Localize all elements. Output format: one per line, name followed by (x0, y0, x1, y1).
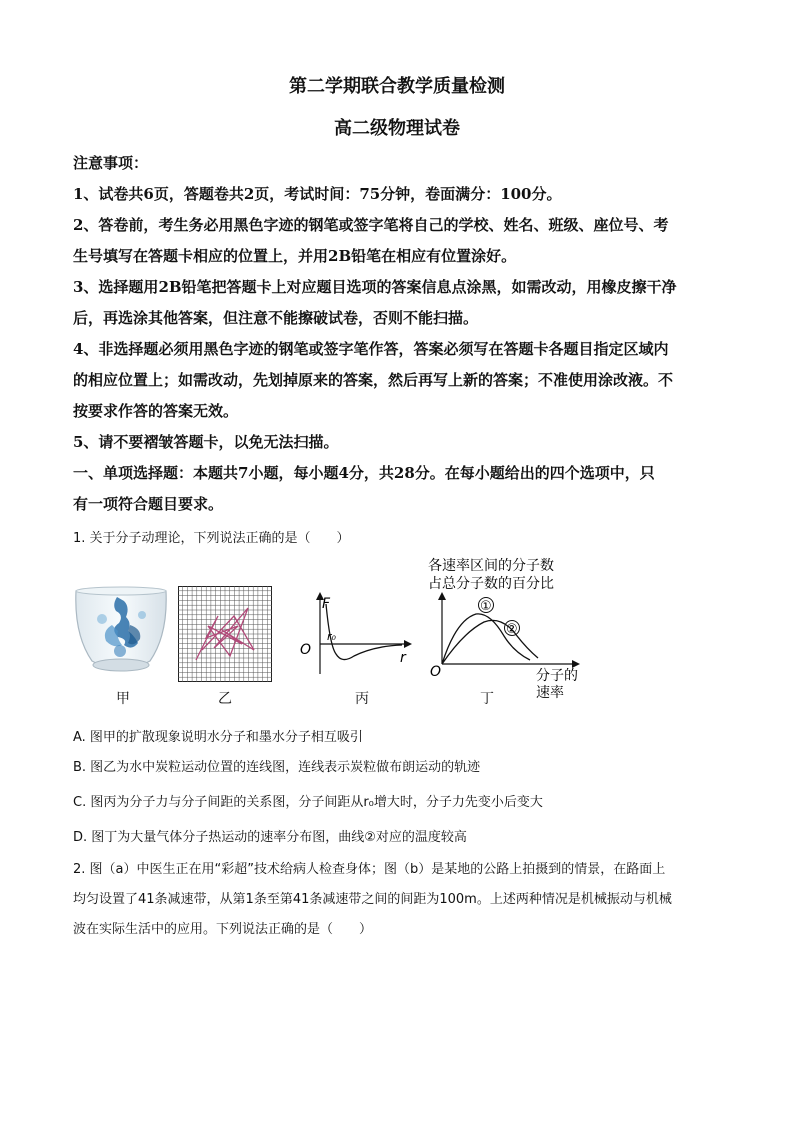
exam-subtitle: 高二级物理试卷 (334, 118, 460, 139)
note-line: 1、试卷共6页，答题卷共2页，考试时间：75分钟，卷面满分：100分。 (73, 185, 562, 203)
note-line: 2、答卷前，考生务必用黑色字迹的钢笔或签字笔将自己的学校、姓名、班级、座位号、考 (73, 216, 669, 234)
x-axis-label-line2: 速率 (536, 685, 564, 701)
note-line: 生号填写在答题卡相应的位置上，并用2B铅笔在相应有位置涂好。 (73, 247, 517, 265)
note-line: 4、非选择题必须用黑色字迹的钢笔或签字笔作答，答案必须写在答题卡各题目指定区域内 (73, 340, 669, 358)
curve-2-label: ② (506, 622, 518, 637)
force-axis-label: F (322, 596, 331, 612)
x-axis-label-line1: 分子的 (536, 668, 578, 684)
figure-label-yi: 乙 (218, 691, 232, 707)
molecular-force-graph (296, 590, 416, 680)
question-1-stem: 1. 关于分子动理论，下列说法正确的是（ ） (73, 531, 350, 546)
question-2-line: 波在实际生活中的应用。下列说法正确的是（ ） (73, 922, 373, 937)
notes-heading: 注意事项： (73, 154, 149, 172)
brownian-motion-grid-figure (178, 586, 272, 682)
speed-distribution-graph (420, 556, 590, 702)
question-2-line: 均匀设置了41条减速带，从第1条至第41条减速带之间的间距为100m。上述两种情况是机械振动与机械 (73, 892, 672, 907)
exam-title: 第二学期联合教学质量检测 (289, 76, 505, 97)
y-axis-label-line1: 各速率区间的分子数 (428, 558, 554, 574)
origin-label: O (430, 664, 442, 680)
section-heading: 有一项符合题目要求。 (73, 495, 224, 513)
note-line: 按要求作答的答案无效。 (73, 402, 239, 420)
note-line: 的相应位置上；如需改动，先划掉原来的答案，然后再写上新的答案；不准使用涂改液。不 (73, 371, 674, 389)
y-axis-label-line2: 占总分子数的百分比 (428, 576, 554, 592)
note-line: 5、请不要褶皱答题卡，以免无法扫描。 (73, 433, 339, 451)
option-d: D. 图丁为大量气体分子热运动的速率分布图，曲线②对应的温度较高 (73, 830, 467, 845)
figure-label-jia: 甲 (116, 691, 130, 707)
r0-label: r₀ (327, 630, 336, 643)
distance-axis-label: r (400, 650, 406, 666)
option-c: C. 图丙为分子力与分子间距的关系图，分子间距从r₀增大时，分子力先变小后变大 (73, 795, 543, 810)
origin-label: O (300, 642, 312, 658)
section-heading: 一、单项选择题：本题共7小题，每小题4分，共28分。在每小题给出的四个选项中，只 (73, 464, 655, 482)
note-line: 后，再选涂其他答案，但注意不能擦破试卷，否则不能扫描。 (73, 309, 479, 327)
figure-label-ding: 丁 (480, 691, 494, 707)
note-line: 3、选择题用2B铅笔把答题卡上对应题目选项的答案信息点涂黑，如需改动，用橡皮擦干净 (73, 278, 677, 296)
beaker-diffusion-figure (72, 585, 170, 677)
curve-1-label: ① (480, 599, 492, 614)
option-b: B. 图乙为水中炭粒运动位置的连线图，连线表示炭粒做布朗运动的轨迹 (73, 760, 481, 775)
figure-label-bing: 丙 (355, 691, 369, 707)
option-a: A. 图甲的扩散现象说明水分子和墨水分子相互吸引 (73, 730, 363, 745)
question-2-line: 2. 图（a）中医生正在用“彩超”技术给病人检查身体；图（b）是某地的公路上拍摄到的情景，在路面上 (73, 862, 666, 877)
